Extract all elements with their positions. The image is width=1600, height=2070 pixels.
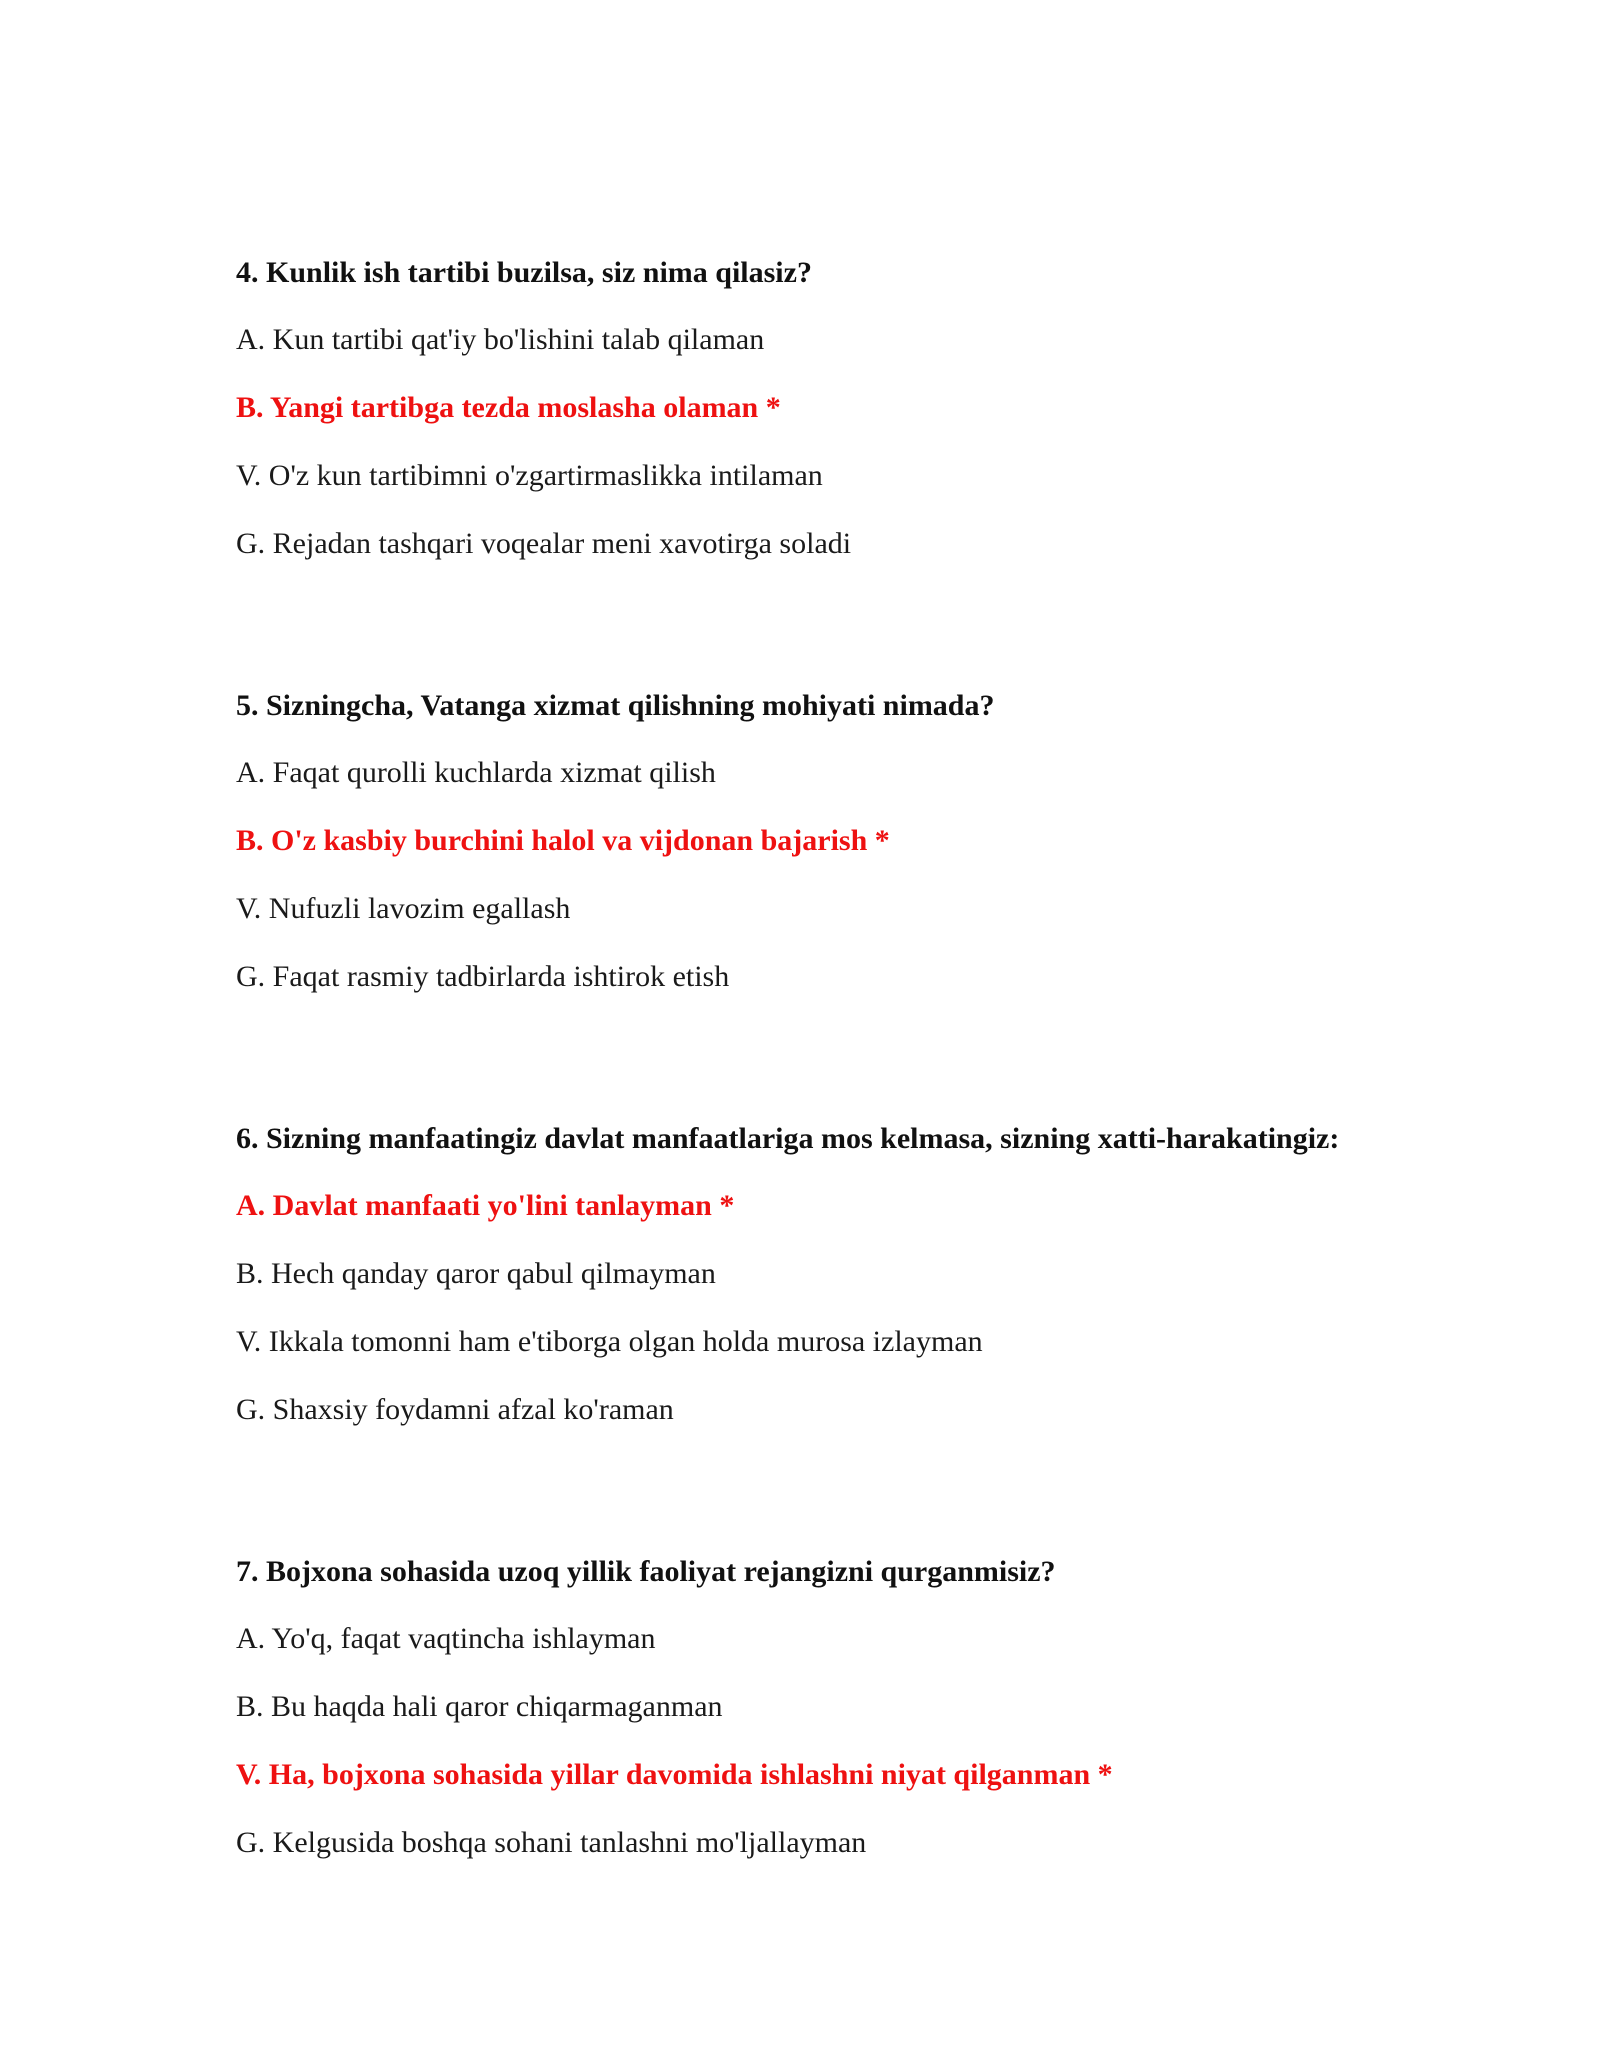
question-4 bbox=[236, 252, 1356, 564]
question-spacer bbox=[236, 1024, 1356, 1118]
option-g: G. Rejadan tashqari voqealar meni xavotirga soladi bbox=[236, 527, 852, 560]
option-b: B. Bu haqda hali qaror chiqarmaganman bbox=[236, 1690, 723, 1723]
question-spacer bbox=[236, 1457, 1356, 1551]
option-v: V. Ikkala tomonni ham e'tiborga olgan holda murosa izlayman bbox=[236, 1325, 983, 1358]
option-b-correct: B. O'z kasbiy burchini halol va vijdonan bajarish * bbox=[236, 824, 890, 857]
option-v: V. O'z kun tartibimni o'zgartirmaslikka intilaman bbox=[236, 459, 823, 492]
option-g: G. Shaxsiy foydamni afzal ko'raman bbox=[236, 1393, 674, 1426]
option-g: G. Faqat rasmiy tadbirlarda ishtirok etish bbox=[236, 960, 730, 993]
option-a: A. Kun tartibi qat'iy bo'lishini talab qilaman bbox=[236, 323, 765, 356]
question-title: 4. Kunlik ish tartibi buzilsa, siz nima qilasiz? bbox=[236, 256, 812, 289]
option-b: B. Hech qanday qaror qabul qilmayman bbox=[236, 1257, 716, 1290]
question-5 bbox=[236, 685, 1356, 997]
question-6 bbox=[236, 1118, 1356, 1430]
question-title: 5. Sizningcha, Vatanga xizmat qilishning mohiyati nimada? bbox=[236, 689, 995, 722]
option-g: G. Kelgusida boshqa sohani tanlashni mo'ljallayman bbox=[236, 1826, 867, 1859]
option-a: A. Yo'q, faqat vaqtincha ishlayman bbox=[236, 1622, 656, 1655]
option-a: A. Faqat qurolli kuchlarda xizmat qilish bbox=[236, 756, 716, 789]
question-spacer bbox=[236, 591, 1356, 685]
option-b-correct: B. Yangi tartibga tezda moslasha olaman * bbox=[236, 391, 781, 424]
option-v: V. Nufuzli lavozim egallash bbox=[236, 892, 571, 925]
option-a-correct: A. Davlat manfaati yo'lini tanlayman * bbox=[236, 1189, 735, 1222]
question-title: 6. Sizning manfaatingiz davlat manfaatlariga mos kelmasa, sizning xatti-harakatingiz: bbox=[236, 1122, 1340, 1155]
question-title: 7. Bojxona sohasida uzoq yillik faoliyat rejangizni qurganmisiz? bbox=[236, 1555, 1056, 1588]
option-v-correct: V. Ha, bojxona sohasida yillar davomida ishlashni niyat qilganman * bbox=[236, 1758, 1113, 1791]
question-7 bbox=[236, 1551, 1356, 1863]
document-page bbox=[236, 252, 1356, 1890]
